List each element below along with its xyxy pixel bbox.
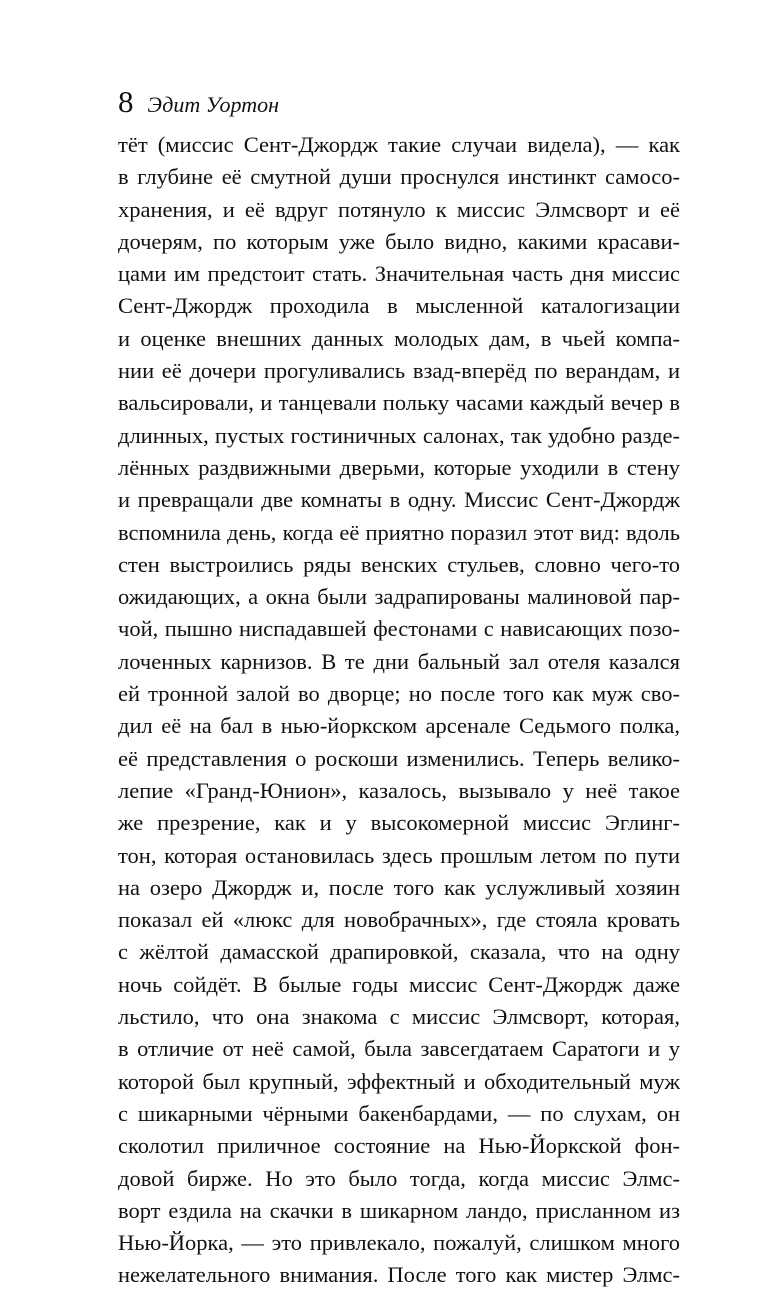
text-line: же презрение, как и у высокомерной миссис Эглинг-	[118, 810, 680, 836]
text-line: тон, которая остановилась здесь прошлым летом по пути	[118, 842, 680, 868]
text-line: хранения, и её вдруг потянуло к миссис Элмсворт и её	[118, 196, 680, 222]
text-line: в глубине её смутной души проснулся инстинкт самосо-	[118, 164, 680, 190]
text-line: нии её дочери прогуливались взад-вперёд по верандам, и	[118, 358, 680, 384]
text-line: льстило, что она знакома с миссис Элмсворт, которая,	[118, 1004, 680, 1030]
page-header	[118, 82, 279, 122]
text-line: нежелательного внимания. После того как мистер Элмс-	[118, 1262, 680, 1288]
text-line: лоченных карнизов. В те дни бальный зал отеля казался	[118, 648, 680, 674]
body-text	[118, 129, 680, 1292]
text-line: с жёлтой дамасской драпировкой, сказала, что на одну	[118, 939, 680, 965]
text-line: на озеро Джордж и, после того как услужливый хозяин	[118, 874, 680, 900]
text-line: и оценке внешних данных молодых дам, в чьей компа-	[118, 325, 680, 351]
text-line: чой, пышно ниспадавшей фестонами с нависающих позо-	[118, 616, 680, 642]
text-line: сколотил приличное состояние на Нью-Йоркской фон-	[118, 1133, 680, 1159]
text-line: которой был крупный, эффектный и обходительный муж	[118, 1068, 680, 1094]
text-line: тёт (миссис Сент-Джордж такие случаи видела), — как	[118, 132, 680, 157]
text-line: лённых раздвижными дверьми, которые уходили в стену	[118, 454, 680, 480]
text-line: лепие «Гранд-Юнион», казалось, вызывало у неё такое	[118, 777, 680, 803]
text-line: вспомнила день, когда её приятно поразил этот вид: вдоль	[118, 519, 680, 545]
text-line: длинных, пустых гостиничных салонах, так удобно разде-	[118, 422, 680, 448]
text-line: вальсировали, и танцевали польку часами каждый вечер в	[118, 390, 680, 416]
text-line: её представления о роскоши изменились. Теперь велико-	[118, 745, 680, 771]
text-line: ожидающих, а окна были задрапированы малиновой пар-	[118, 584, 680, 610]
running-title: Эдит Уортон	[147, 92, 280, 117]
text-line: и превращали две комнаты в одну. Миссис Сент-Джордж	[118, 487, 680, 513]
page-number: 8	[118, 84, 134, 119]
text-line: в отличие от неё самой, была завсегдатаем Саратоги и у	[118, 1036, 680, 1062]
text-line: цами им предстоит стать. Значительная часть дня миссис	[118, 261, 680, 287]
text-line: дочерям, по которым уже было видно, какими красави-	[118, 228, 680, 254]
text-line: дил её на бал в нью-йоркском арсенале Седьмого полка,	[118, 713, 680, 739]
text-line: довой бирже. Но это было тогда, когда миссис Элмс-	[118, 1165, 680, 1191]
text-line: показал ей «люкс для новобрачных», где стояла кровать	[118, 907, 680, 933]
text-line: стен выстроились ряды венских стульев, словно чего-то	[118, 551, 680, 577]
text-line: ночь сойдёт. В былые годы миссис Сент-Джордж даже	[118, 971, 680, 997]
text-line: Сент-Джордж проходила в мысленной каталогизации	[118, 293, 680, 319]
text-line: ей тронной залой во дворце; но после того как муж сво-	[118, 681, 680, 707]
text-line: ворт ездила на скачки в шикарном ландо, присланном из	[118, 1197, 680, 1223]
text-line: Нью-Йорка, — это привлекало, пожалуй, слишком много	[118, 1230, 680, 1256]
text-line: с шикарными чёрными бакенбардами, — по слухам, он	[118, 1100, 680, 1126]
